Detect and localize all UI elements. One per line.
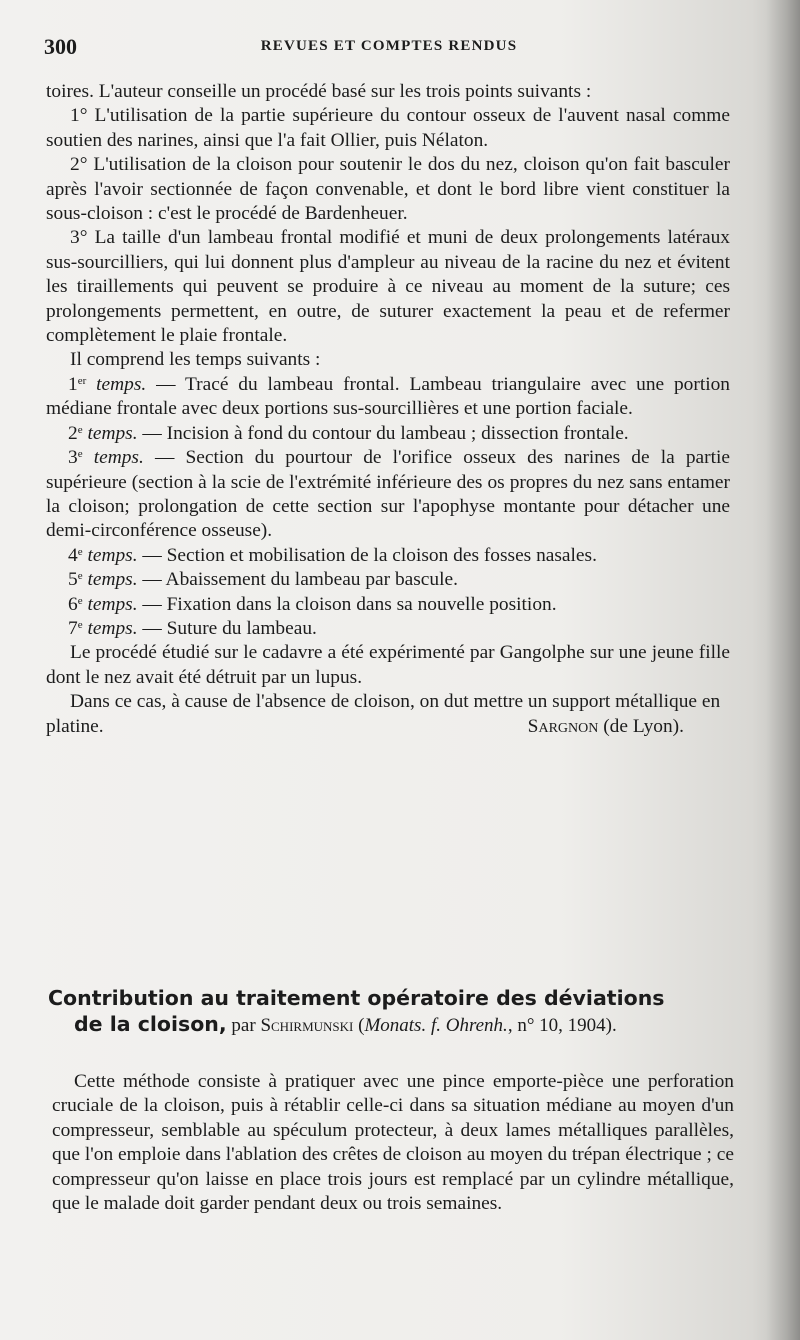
step-word: temps. bbox=[87, 569, 138, 591]
review-body bbox=[46, 80, 730, 739]
paragraph: 1° L'utilisation de la partie supérieure du contour osseux de l'auvent nasal comme soutien des narines, ainsi que l'a fait Ollier, puis Nélaton. bbox=[46, 105, 730, 151]
signature-place: (de Lyon). bbox=[603, 715, 684, 737]
article-body bbox=[52, 1070, 734, 1216]
step-paragraph bbox=[46, 422, 730, 446]
byline-par: par bbox=[226, 1015, 261, 1036]
article-author: Schirmunski bbox=[260, 1015, 354, 1036]
signature-name: Sargnon bbox=[527, 715, 599, 737]
article-byline bbox=[48, 1011, 732, 1039]
step-text: — Suture du lambeau. bbox=[137, 617, 317, 639]
paragraph: toires. L'auteur conseille un procédé basé sur les trois points suivants : bbox=[46, 81, 592, 102]
step-paragraph bbox=[46, 617, 730, 641]
step-text: — Section et mobilisation de la cloison des fosses nasales. bbox=[137, 544, 597, 566]
step-word: temps. bbox=[87, 422, 138, 444]
step-text: — Incision à fond du contour du lambeau ; dissection frontale. bbox=[137, 422, 629, 444]
step-text: — Section du pourtour de l'orifice osseux des narines de la partie supérieure (section à la scie de l'extrémité inférieure des os propres du nez sans entamer la cloison; prolongation de cette section sur l'apophyse montante pour détacher une demi-circonférence osseuse). bbox=[46, 447, 730, 542]
article-title-continued: de la cloison, bbox=[74, 1012, 227, 1036]
reference-open: ( bbox=[353, 1015, 365, 1036]
step-ordinal: e bbox=[77, 594, 83, 607]
step-word: temps. bbox=[87, 593, 138, 615]
step-ordinal: er bbox=[77, 374, 87, 387]
step-number: 6 bbox=[68, 593, 78, 615]
paragraph-text: Dans ce cas, à cause de l'absence de cloison, on dut mettre un support métallique en platine. bbox=[46, 691, 721, 737]
step-paragraph bbox=[46, 373, 730, 422]
paragraph-with-signature bbox=[46, 690, 730, 739]
paragraph: Il comprend les temps suivants : bbox=[70, 349, 321, 371]
step-text: — Fixation dans la cloison dans sa nouvelle position. bbox=[137, 593, 557, 615]
step-paragraph bbox=[46, 544, 730, 568]
step-word: temps. bbox=[96, 373, 147, 395]
step-ordinal: e bbox=[77, 545, 83, 558]
step-text: — Abaissement du lambeau par bascule. bbox=[137, 569, 458, 591]
step-paragraph bbox=[46, 446, 730, 544]
paragraph: 3° La taille d'un lambeau frontal modifié et muni de deux prolongements latéraux sus-sourcilliers, qui lui donnent plus d'ampleur au niveau de la racine du nez et évitent les tiraillements qui peuvent se produire à ce niveau au moment de la suture; ces prolongements permettent, en outre, de suturer exactement la peau et de refermer complètement le plaie frontale. bbox=[46, 227, 730, 347]
page-number: 300 bbox=[44, 34, 77, 59]
running-title: REVUES ET COMPTES RENDUS bbox=[260, 38, 518, 54]
step-number: 3 bbox=[68, 447, 78, 469]
step-word: temps. bbox=[87, 617, 138, 639]
paragraph: 2° L'utilisation de la cloison pour soutenir le dos du nez, cloison qu'on fait basculer après l'avoir sectionnée de façon convenable, et dont le bord libre vient constituer la sous-cloison : c'est le procédé de Bardenheuer. bbox=[46, 154, 730, 225]
step-ordinal: e bbox=[77, 423, 83, 436]
step-word: temps. bbox=[93, 447, 144, 469]
step-text: — Tracé du lambeau frontal. Lambeau triangulaire avec une portion médiane frontale avec deux portions sus-sourcillières et une portion faciale. bbox=[46, 373, 730, 420]
paragraph: Le procédé étudié sur le cadavre a été expérimenté par Gangolphe sur une jeune fille dont le nez avait été détruit par un lupus. bbox=[46, 642, 730, 688]
step-ordinal: e bbox=[77, 570, 83, 583]
step-word: temps. bbox=[87, 544, 138, 566]
step-number: 4 bbox=[68, 544, 78, 566]
step-ordinal: e bbox=[77, 448, 83, 461]
step-paragraph bbox=[46, 568, 730, 592]
paragraph: Cette méthode consiste à pratiquer avec une pince emporte-pièce une perforation cruciale de la cloison, puis à rétablir celle-ci dans sa situation médiane au moyen d'un compresseur, semblable au spéculum protecteur, à deux lames métalliques parallèles, que l'on emploie dans l'ablation des crêtes de cloison au moyen du trépan électrique ; ce compresseur qu'on laisse en place trois jours est remplacé par un cylindre métallique, que le malade doit garder pendant deux ou trois semaines. bbox=[52, 1071, 734, 1215]
step-ordinal: e bbox=[77, 618, 83, 631]
step-number: 7 bbox=[68, 617, 78, 639]
step-number: 2 bbox=[68, 422, 78, 444]
article-heading bbox=[48, 985, 732, 1039]
reference-details: , n° 10, 1904). bbox=[507, 1015, 617, 1036]
signature bbox=[504, 715, 684, 739]
step-paragraph bbox=[46, 593, 730, 617]
step-number: 5 bbox=[68, 569, 78, 591]
page-edge-shadow bbox=[766, 0, 800, 1340]
article-title: Contribution au traitement opératoire des déviations bbox=[48, 986, 665, 1010]
page-header bbox=[44, 34, 734, 64]
step-number: 1 bbox=[68, 373, 78, 395]
journal-name: Monats. f. Ohrenh. bbox=[364, 1015, 508, 1036]
